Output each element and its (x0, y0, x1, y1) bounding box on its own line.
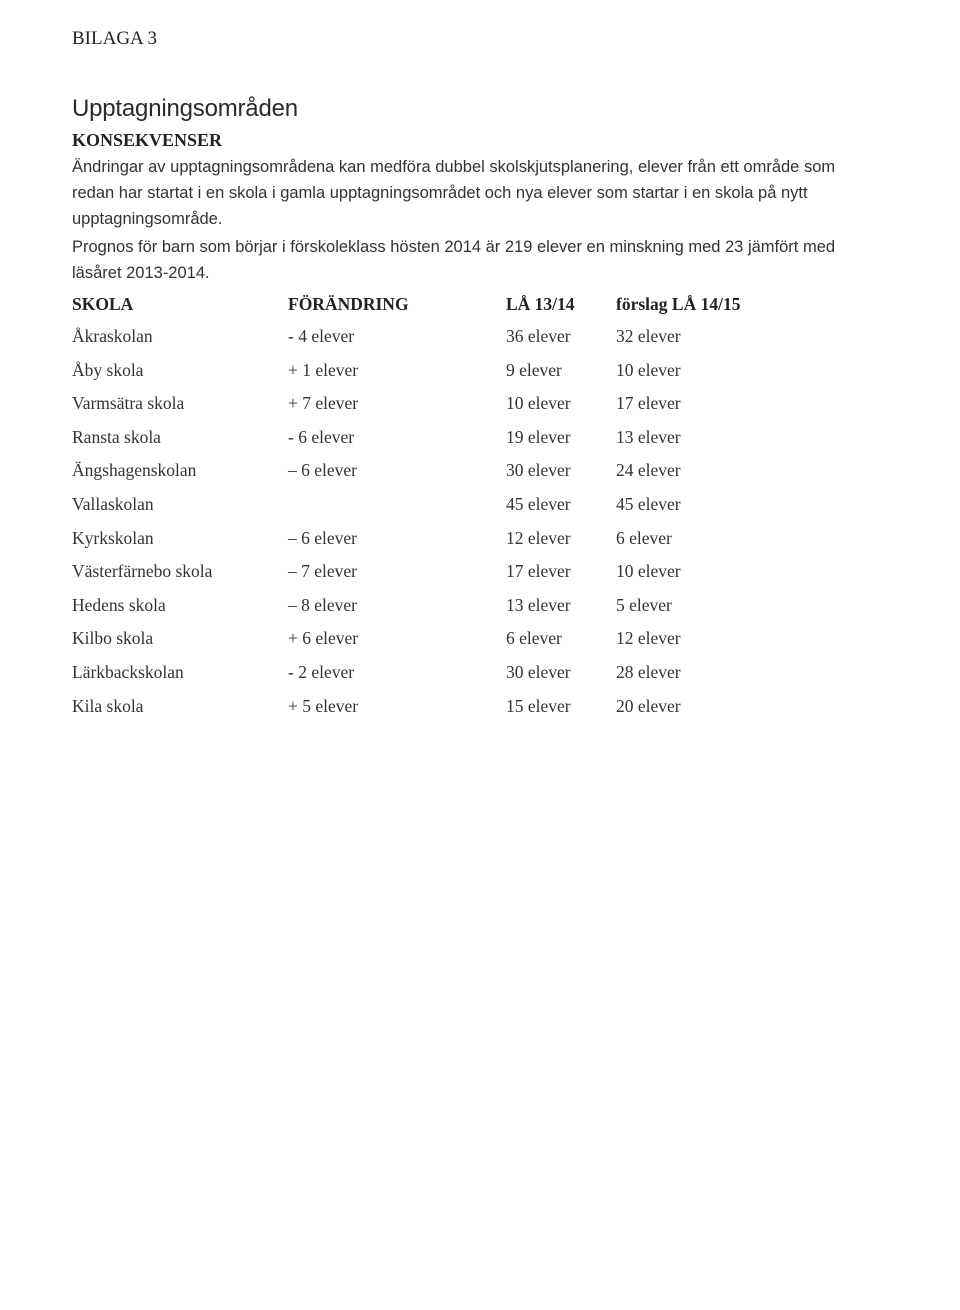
change-cell: + 1 elever (288, 359, 359, 380)
la-13-14-cell: 19 elever (506, 426, 571, 447)
proposal-la-14-15-cell: 13 elever (616, 426, 681, 447)
header-school: SKOLA (72, 294, 134, 314)
table-row (72, 690, 852, 724)
proposal-la-14-15-cell: 6 elever (616, 527, 672, 548)
appendix-label: BILAGA 3 (72, 28, 157, 49)
school-table (72, 288, 852, 723)
change-cell: - 4 elever (288, 326, 355, 346)
school-cell: Vallaskolan (72, 493, 154, 514)
consequences-paragraph: Ändringar av upptagningsområdena kan medföra dubbel skolskjutsplanering, elever från ett område som redan har startat i en skola i gamla upptagningsområdet och nya elever som startar i en skola på nytt upptagningsområde. (72, 158, 836, 228)
school-cell: Åkraskolan (72, 326, 153, 346)
change-cell: - 2 elever (288, 661, 355, 682)
la-13-14-cell: 36 elever (506, 326, 571, 346)
proposal-la-14-15-cell: 20 elever (616, 695, 681, 716)
la-13-14-cell: 30 elever (506, 460, 571, 481)
proposal-la-14-15-cell: 24 elever (616, 460, 681, 481)
proposal-la-14-15-cell: 45 elever (616, 493, 681, 514)
page-title: Upptagningsområden (72, 95, 298, 122)
school-cell: Kila skola (72, 695, 144, 716)
table-row (72, 454, 852, 488)
school-cell: Ransta skola (72, 426, 161, 447)
la-13-14-cell: 30 elever (506, 661, 571, 682)
change-cell: + 7 elever (288, 393, 359, 414)
table-header-row (72, 288, 852, 320)
proposal-la-14-15-cell: 32 elever (616, 326, 681, 346)
school-cell: Åby skola (72, 359, 144, 380)
school-cell: Hedens skola (72, 594, 166, 615)
table-row (72, 320, 852, 354)
header-la-13-14: LÅ 13/14 (506, 294, 575, 314)
school-cell: Lärkbackskolan (72, 661, 184, 682)
table-row (72, 522, 852, 556)
la-13-14-cell: 13 elever (506, 594, 571, 615)
change-cell: – 6 elever (288, 460, 357, 481)
table-row (72, 387, 852, 421)
school-cell: Varmsätra skola (72, 393, 185, 414)
change-cell: - 6 elever (288, 426, 355, 447)
proposal-la-14-15-cell: 5 elever (616, 594, 672, 615)
table-row (72, 488, 852, 522)
header-change: FÖRÄNDRING (288, 294, 409, 314)
la-13-14-cell: 17 elever (506, 561, 571, 582)
school-cell: Kyrkskolan (72, 527, 154, 548)
table-row (72, 589, 852, 623)
change-cell: – 7 elever (288, 561, 357, 582)
table-body (72, 320, 852, 723)
table-row (72, 354, 852, 388)
la-13-14-cell: 9 elever (506, 359, 562, 380)
la-13-14-cell: 45 elever (506, 493, 571, 514)
header-proposal-la-14-15: förslag LÅ 14/15 (616, 294, 741, 314)
section-heading: KONSEKVENSER (72, 130, 223, 150)
proposal-la-14-15-cell: 12 elever (616, 628, 681, 649)
school-cell: Västerfärnebo skola (72, 561, 213, 582)
la-13-14-cell: 6 elever (506, 628, 562, 649)
table-row (72, 622, 852, 656)
change-cell: – 6 elever (288, 527, 357, 548)
school-cell: Ängshagenskolan (72, 460, 197, 481)
school-cell: Kilbo skola (72, 628, 154, 649)
proposal-la-14-15-cell: 17 elever (616, 393, 681, 414)
proposal-la-14-15-cell: 10 elever (616, 359, 681, 380)
change-cell: + 6 elever (288, 628, 359, 649)
la-13-14-cell: 10 elever (506, 393, 571, 414)
la-13-14-cell: 15 elever (506, 695, 571, 716)
proposal-la-14-15-cell: 10 elever (616, 561, 681, 582)
table-row (72, 421, 852, 455)
change-cell: + 5 elever (288, 695, 359, 716)
table-row (72, 555, 852, 589)
proposal-la-14-15-cell: 28 elever (616, 661, 681, 682)
la-13-14-cell: 12 elever (506, 527, 571, 548)
table-row (72, 656, 852, 690)
change-cell: – 8 elever (288, 594, 357, 615)
forecast-paragraph: Prognos för barn som börjar i förskoleklass hösten 2014 är 219 elever en minskning med 23 jämfört med läsåret 2013-2014. (72, 238, 836, 282)
